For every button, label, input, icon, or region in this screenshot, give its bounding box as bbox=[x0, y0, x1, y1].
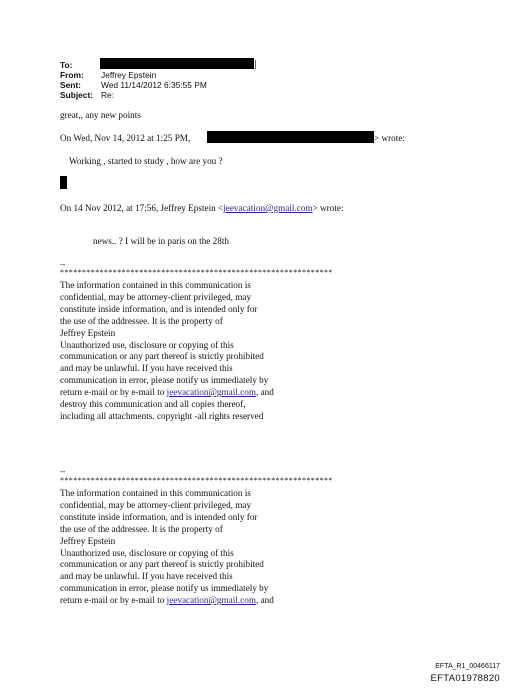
disclaimer-line: communication or any part thereof is strictly prohibited bbox=[60, 351, 264, 362]
disclaimer-line: The information contained in this communication is bbox=[60, 280, 251, 290]
footer-id-large: EFTA01978820 bbox=[430, 673, 500, 684]
quote1-body: Working , started to study , how are you ? bbox=[69, 156, 223, 166]
disclaimer-email-prefix: return e-mail or by e-mail to bbox=[60, 387, 167, 398]
signature-redaction bbox=[60, 176, 67, 189]
disclaimer2-divider: ************************************************************** bbox=[60, 476, 333, 485]
disclaimer-line: confidential, may be attorney-client privileged, may bbox=[60, 499, 252, 510]
disclaimer-line: the use of the addressee. It is the property of bbox=[60, 523, 223, 534]
from-label: From: bbox=[60, 70, 84, 80]
disclaimer-line: constitute inside information, and is intended only for bbox=[60, 511, 258, 522]
disclaimer-line: and may be unlawful. If you have received this bbox=[60, 363, 233, 374]
disclaimer1-block bbox=[60, 280, 274, 423]
quote2-body: news.. ? I will be in paris on the 28th bbox=[93, 236, 230, 246]
disclaimer-line: confidential, may be attorney-client privileged, may bbox=[60, 291, 252, 302]
reply-text: great,, any new points bbox=[60, 110, 141, 120]
disclaimer-line: destroy this communication and all copies thereof, bbox=[60, 399, 246, 410]
quote1-attribution: On Wed, Nov 14, 2012 at 1:25 PM, bbox=[60, 133, 191, 143]
disclaimer-line: including all attachments. copyright -all rights reserved bbox=[60, 410, 264, 421]
disclaimer1-divider: ************************************************************** bbox=[60, 268, 333, 277]
subject-label: Subject: bbox=[60, 90, 94, 100]
disclaimer-line: communication in error, please notify us immediately by bbox=[60, 583, 269, 594]
disclaimer1-dashes: -- bbox=[60, 260, 66, 269]
disclaimer-line: the use of the addressee. It is the property of bbox=[60, 315, 223, 326]
sent-label: Sent: bbox=[60, 80, 81, 90]
disclaimer-email-link[interactable]: jeevacation@gmail.com bbox=[166, 595, 256, 606]
disclaimer2-dashes: -- bbox=[60, 467, 66, 476]
disclaimer-line: constitute inside information, and is intended only for bbox=[60, 303, 258, 314]
disclaimer-line: and may be unlawful. If you have received this bbox=[60, 571, 233, 582]
disclaimer-line: Jeffrey Epstein bbox=[60, 535, 116, 546]
sent-value: Wed 11/14/2012 6:35:55 PM bbox=[101, 80, 207, 90]
disclaimer-email-link[interactable]: jeevacation@gmail.com bbox=[166, 387, 256, 398]
disclaimer-line: Unauthorized use, disclosure or copying of this bbox=[60, 339, 234, 350]
to-label: To: bbox=[60, 60, 73, 70]
disclaimer-line: communication or any part thereof is strictly prohibited bbox=[60, 559, 264, 570]
disclaimer-email-suffix: , and bbox=[255, 595, 274, 606]
quote1-sender-redaction bbox=[207, 131, 374, 143]
quote2-suffix: > wrote: bbox=[312, 203, 344, 213]
disclaimer-line: The information contained in this communication is bbox=[60, 488, 251, 498]
to-redaction-edge bbox=[255, 60, 256, 69]
disclaimer-email-line bbox=[60, 387, 274, 399]
quote1-wrote: > wrote: bbox=[374, 133, 405, 143]
disclaimer2-block bbox=[60, 488, 274, 607]
disclaimer-email-prefix: return e-mail or by e-mail to bbox=[60, 595, 167, 606]
disclaimer-line: Unauthorized use, disclosure or copying of this bbox=[60, 547, 234, 558]
disclaimer-email-line bbox=[60, 595, 274, 607]
disclaimer-email-suffix: , and bbox=[255, 387, 274, 398]
subject-value: Re: bbox=[101, 90, 115, 100]
to-redaction bbox=[100, 58, 254, 69]
disclaimer-line: communication in error, please notify us immediately by bbox=[60, 375, 269, 386]
disclaimer-line: Jeffrey Epstein bbox=[60, 327, 116, 338]
quote2-prefix: On 14 Nov 2012, at 17:56, Jeffrey Epstein < bbox=[60, 203, 224, 213]
from-value: Jeffrey Epstein bbox=[101, 70, 157, 80]
footer-id-small: EFTA_R1_00466117 bbox=[435, 663, 500, 670]
quote2-email-link[interactable]: jeevacation@gmail.com bbox=[223, 203, 313, 213]
quote2-attribution bbox=[60, 203, 344, 214]
